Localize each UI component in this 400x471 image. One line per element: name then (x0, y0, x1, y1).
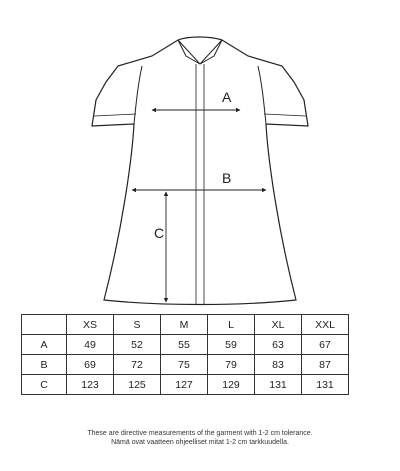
table-cell: 67 (302, 335, 349, 355)
header-cell (22, 315, 67, 335)
right-sleeve-seam (258, 66, 266, 124)
table-cell: 79 (208, 355, 255, 375)
table-cell: 129 (208, 375, 255, 395)
table-cell: 87 (302, 355, 349, 375)
left-cuff (94, 114, 136, 116)
table-cell: 123 (67, 375, 114, 395)
header-cell: L (208, 315, 255, 335)
table-cell: 131 (302, 375, 349, 395)
header-cell: XXL (302, 315, 349, 335)
measure-label-a: A (222, 89, 232, 105)
left-sleeve-seam (134, 66, 142, 124)
row-label: A (22, 335, 67, 355)
table-cell: 83 (255, 355, 302, 375)
table-row (22, 335, 349, 355)
table-cell: 131 (255, 375, 302, 395)
table-row (22, 355, 349, 375)
table-cell: 127 (161, 375, 208, 395)
table-cell: 63 (255, 335, 302, 355)
row-label: B (22, 355, 67, 375)
table-cell: 125 (114, 375, 161, 395)
header-cell: S (114, 315, 161, 335)
row-label: C (22, 375, 67, 395)
header-cell: M (161, 315, 208, 335)
collar (178, 40, 222, 64)
dress-outline (92, 37, 308, 305)
table-cell: 59 (208, 335, 255, 355)
size-table (21, 314, 349, 395)
measure-label-b: B (222, 170, 232, 186)
table-header-row (22, 315, 349, 335)
tolerance-note-finnish: Nämä ovat vaatteen ohjeelliset mitat 1-2 cm tarkkuudella. (111, 439, 289, 446)
header-cell: XL (255, 315, 302, 335)
table-cell: 52 (114, 335, 161, 355)
table-cell: 75 (161, 355, 208, 375)
table-row (22, 375, 349, 395)
header-cell: XS (67, 315, 114, 335)
table-cell: 55 (161, 335, 208, 355)
table-cell: 69 (67, 355, 114, 375)
tolerance-note-english: These are directive measurements of the garment with 1-2 cm tolerance. (87, 430, 313, 437)
measure-label-c: C (154, 225, 165, 241)
right-cuff (264, 114, 306, 116)
table-cell: 72 (114, 355, 161, 375)
table-cell: 49 (67, 335, 114, 355)
